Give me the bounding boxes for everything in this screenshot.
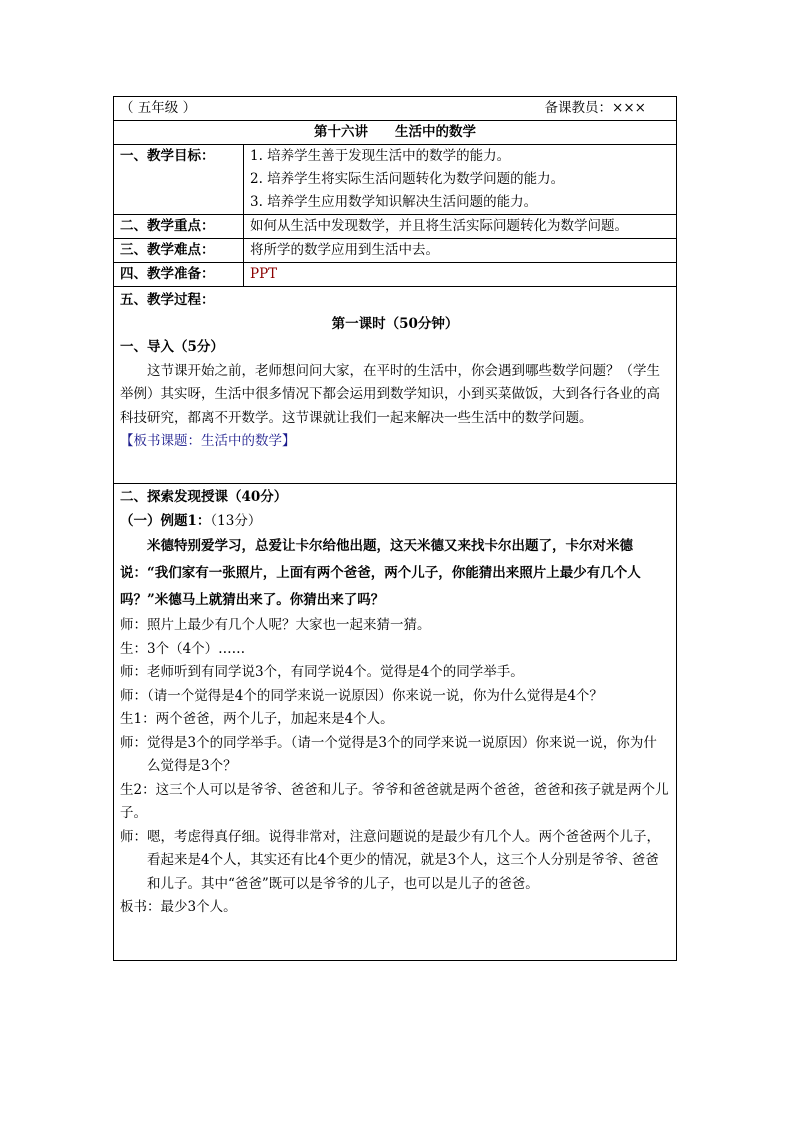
preparation-label: 四、教学准备： (114, 263, 244, 287)
objectives-list (244, 145, 677, 215)
dialogue-line: 师：照片上最少有几个人呢？大家也一起来猜一猜。 (120, 617, 431, 633)
dialogue-line: 师：（请一个觉得是4个的同学来说一说原因）你来说一说，你为什么觉得是4个？ (120, 687, 603, 704)
board-title: 【板书课题：生活中的数学】 (120, 433, 296, 449)
preparation-text: PPT (244, 263, 677, 287)
key-points-row (114, 215, 677, 239)
header-row (114, 97, 677, 121)
example-time: （13分） (210, 512, 262, 529)
dialogue (120, 614, 670, 920)
key-points-label: 二、教学重点： (114, 215, 244, 239)
intro-heading: 一、导入（5分） (120, 339, 224, 355)
process-row (114, 287, 677, 484)
difficulties-label: 三、教学难点： (114, 239, 244, 263)
explore-heading: 二、探索发现授课（40分） (120, 489, 288, 505)
lesson-title: 第十六讲 生活中的数学 (114, 121, 677, 145)
dialogue-line: 板书：最少3个人。 (120, 899, 237, 915)
period-label: 第一课时（50分钟） (331, 315, 459, 332)
difficulties-text: 将所学的数学应用到生活中去。 (244, 239, 677, 263)
lesson-plan (113, 96, 677, 961)
objective-item: 1. 培养学生善于发现生活中的数学的能力。 (250, 148, 511, 164)
difficulties-row (114, 239, 677, 263)
objective-item: 3. 培养学生应用数学知识解决生活问题的能力。 (250, 194, 538, 210)
dialogue-line: 师：嗯，考虑得真仔细。说得非常对，注意问题说的是最少有几个人。两个爸爸两个儿子，看起来是4个人，其实还有比4个更少的情况，就是3个人，这三个人分别是爷爷、爸爸和儿子。其中“爸爸”既可以是爷爷的儿子，也可以是儿子的爸爸。 (120, 828, 660, 892)
intro-text: 这节课开始之前，老师想问问大家，在平时的生活中，你会遇到哪些数学问题？（学生举例）其实呀，生活中很多情况下都会运用到数学知识，小到买菜做饭，大到各行各业的高科技研究，都离不开数学。这节课就让我们一起来解决一些生活中的数学问题。 (120, 362, 660, 426)
title-row (114, 121, 677, 145)
explore-row (114, 484, 677, 961)
objective-item: 2. 培养学生将实际生活问题转化为数学问题的能力。 (250, 171, 565, 187)
preparation-row (114, 263, 677, 287)
example-problem: 米德特别爱学习，总爱让卡尔给他出题，这天米德又来找卡尔出题了，卡尔对米德说：“我们家有一张照片，上面有两个爸爸，两个儿子，你能猜出来照片上最少有几个人吗？”米德马上就猜出来了。你猜出来了吗？ (120, 538, 641, 608)
dialogue-line: 生：3个（4个）…… (120, 640, 246, 657)
teacher-label: 备课教员：××× (544, 100, 646, 116)
key-points-text: 如何从生活中发现数学，并且将生活实际问题转化为数学问题。 (244, 215, 677, 239)
grade-label: （ 五年级 ） (120, 100, 197, 116)
dialogue-line: 生1：两个爸爸，两个儿子，加起来是4个人。 (120, 711, 394, 727)
dialogue-line: 生2：这三个人可以是爷爷、爸爸和儿子。爷爷和爸爸就是两个爸爸，爸爸和孩子就是两个儿子。 (120, 781, 669, 821)
lesson-plan-table (113, 96, 677, 961)
process-label: 五、教学过程： (120, 292, 215, 308)
objectives-row (114, 145, 677, 215)
objectives-label: 一、教学目标： (114, 145, 244, 215)
dialogue-line: 师：老师听到有同学说3个，有同学说4个。觉得是4个的同学举手。 (120, 664, 524, 680)
dialogue-line: 师：觉得是3个的同学举手。（请一个觉得是3个的同学来说一说原因）你来说一说，你为什么觉得是3个？ (120, 734, 657, 774)
example-heading (120, 510, 670, 534)
example-label: （一）例题1： (120, 512, 211, 529)
